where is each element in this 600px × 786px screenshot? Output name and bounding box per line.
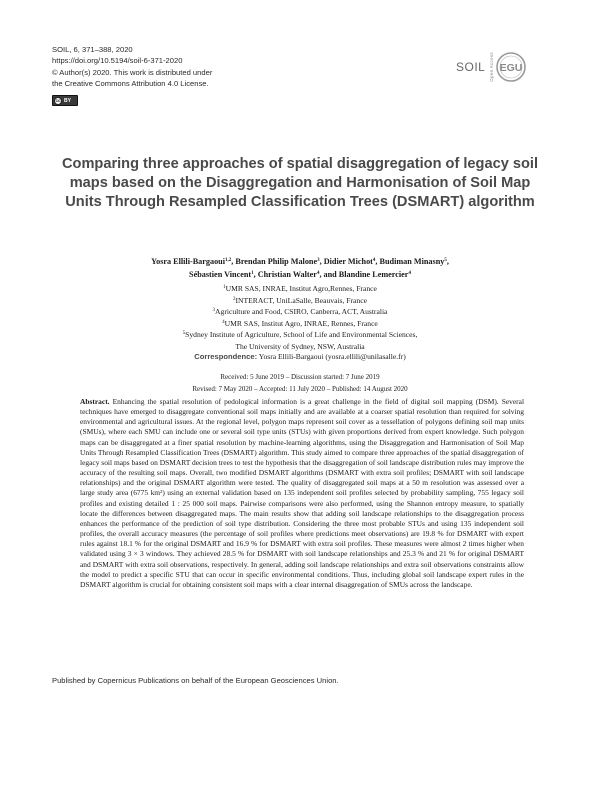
author: Blandine Lemercier: [338, 270, 409, 279]
author: Yosra Ellili-Bargaoui: [151, 257, 226, 266]
cc-icon: cc: [55, 98, 61, 103]
doi-link[interactable]: https://doi.org/10.5194/soil-6-371-2020: [52, 56, 183, 66]
egu-logo-text: EGU: [499, 62, 523, 74]
journal-citation: SOIL, 6, 371–388, 2020: [52, 45, 133, 54]
affiliations: [60, 283, 540, 353]
egu-logo-icon: [496, 52, 526, 82]
cc-by-license-icon[interactable]: [52, 95, 78, 106]
author: Brendan Philip Malone: [235, 257, 318, 266]
correspondence-label: Correspondence:: [194, 352, 258, 361]
journal-name: SOIL: [456, 60, 486, 74]
abstract: [80, 397, 524, 590]
affiliation: $^2$INTERACT, UniLaSalle, Beauvais, France: [233, 295, 367, 305]
correspondence-text[interactable]: Yosra Ellili-Bargaoui (yosra.ellili@unilasalle.fr): [258, 352, 406, 361]
affiliation: $^1$UMR SAS, INRAE, Institut Agro,Rennes, France: [223, 284, 377, 293]
affiliation: The University of Sydney, NSW, Australia: [235, 341, 365, 351]
dates-line-1: Received: 5 June 2019 – Discussion started: 7 June 2019: [220, 373, 380, 381]
affiliation: $^4$UMR SAS, Institut Agro, INRAE, Rennes, France: [222, 318, 378, 328]
affiliation: $^3$Agriculture and Food, CSIRO, Canberra, ACT, Australia: [212, 307, 388, 317]
open-access-label: Open Access: [489, 52, 495, 82]
copyright-line-1: © Author(s) 2020. This work is distributed under: [52, 67, 213, 77]
dates-line-2: Revised: 7 May 2020 – Accepted: 11 July 2020 – Published: 14 August 2020: [192, 385, 408, 393]
affiliation: $^5$Sydney Institute of Agriculture, School of Life and Environmental Sciences,: [182, 330, 418, 340]
publication-dates: [60, 371, 540, 395]
author: Didier Michot: [323, 257, 373, 266]
correspondence: [60, 352, 540, 361]
abstract-label: Abstract.: [80, 397, 110, 406]
citation-block: [52, 44, 212, 90]
abstract-text: Enhancing the spatial resolution of pedological information is a great challenge in the field of digital soil mapping (DSM). Several techniques have emerged to disaggregate conventional soil maps initially and are available at a coarser spatial resolution than required for solving environmental and agricultural issues. At the regional level, polygon maps represent soil cover as a tessellation of polygons defining soil map units (SMUs), where each SMU can include one or several soil type units (STUs) with given proportions derived from expert knowledge. Such polygon maps can be disaggregated at a finer spatial resolution by machine-learning algorithms, using the Disaggregation and Harmonisation of Soil Map Units Through Resampled Classification Trees (DSMART) algorithm. This study aimed to compare three approaches of the spatial disaggregation of legacy soil maps based on DSMART decision trees to test the hypothesis that the disaggregation of soil landscape distribution rules may improve the accuracy of the resulting soil maps. Overall, two modified DSMART algorithms (DSMART with extra soil profiles; DSMART with soil landscape relationships) and the original DSMART algorithm were tested. The quality of disaggregated soil maps at a 50 m resolution was assessed over a large study area (6775 km²) using an external validation based on 135 independent soil profiles selected by probability sampling, 755 legacy soil profiles and existing detailed 1 : 25 000 soil maps. Pairwise comparisons were also performed, using the Shannon entropy measure, to spatially locate the differences between disaggregated maps. The main results show that adding soil landscape relationships to the disaggregation process enhances the performance of the prediction of soil type distribution. Considering the three most probable STUs and using 135 independent soil profiles, the overall accuracy measures (the percentage of soil profiles where predictions meet observations) are 19.8 % for DSMART with expert rules against 18.1 % for the original DSMART and 16.9 % for DSMART with extra soil profiles. These measures were almost 2 times higher when validated using 3 × 3 windows. They achieved 28.5 % for DSMART with soil landscape relationships and 25.3 % and 21 % for original DSMART and DSMART with extra soil observations, respectively. In general, adding soil landscape relationships and extra soil observations constraints allow the model to predict a specific STU that can occur in specific environmental conditions. Thus, including global soil landscape expert rules in the DSMART algorithm is crucial for obtaining consistent soil maps with a clear internal disaggregation of SMUs across the landscape.: [80, 397, 525, 589]
by-label: BY: [64, 97, 71, 104]
copyright-line-2: the Creative Commons Attribution 4.0 License.: [52, 79, 209, 89]
author: Sébastien Vincent: [189, 270, 252, 279]
author-list: Yosra Ellili-Bargaoui$^{1,2}$, Brendan Philip Malone$^3$, Didier Michot$^4$, Budiman Minasny$^5$, Sébastien Vincent$^1$, Christian Walter$^4$, and Blandine Lemercier$^4$: [151, 257, 449, 279]
publisher-footer: Published by Copernicus Publications on behalf of the European Geosciences Union.: [52, 676, 339, 685]
journal-logo: [456, 52, 526, 82]
author: Budiman Minasny: [379, 257, 445, 266]
paper-title: Comparing three approaches of spatial disaggregation of legacy soil maps based on the Disaggregation and Harmonisation of Soil Map Units Through Resampled Classification Trees (DSMART) algorithm: [61, 156, 539, 211]
author: Christian Walter: [257, 270, 317, 279]
